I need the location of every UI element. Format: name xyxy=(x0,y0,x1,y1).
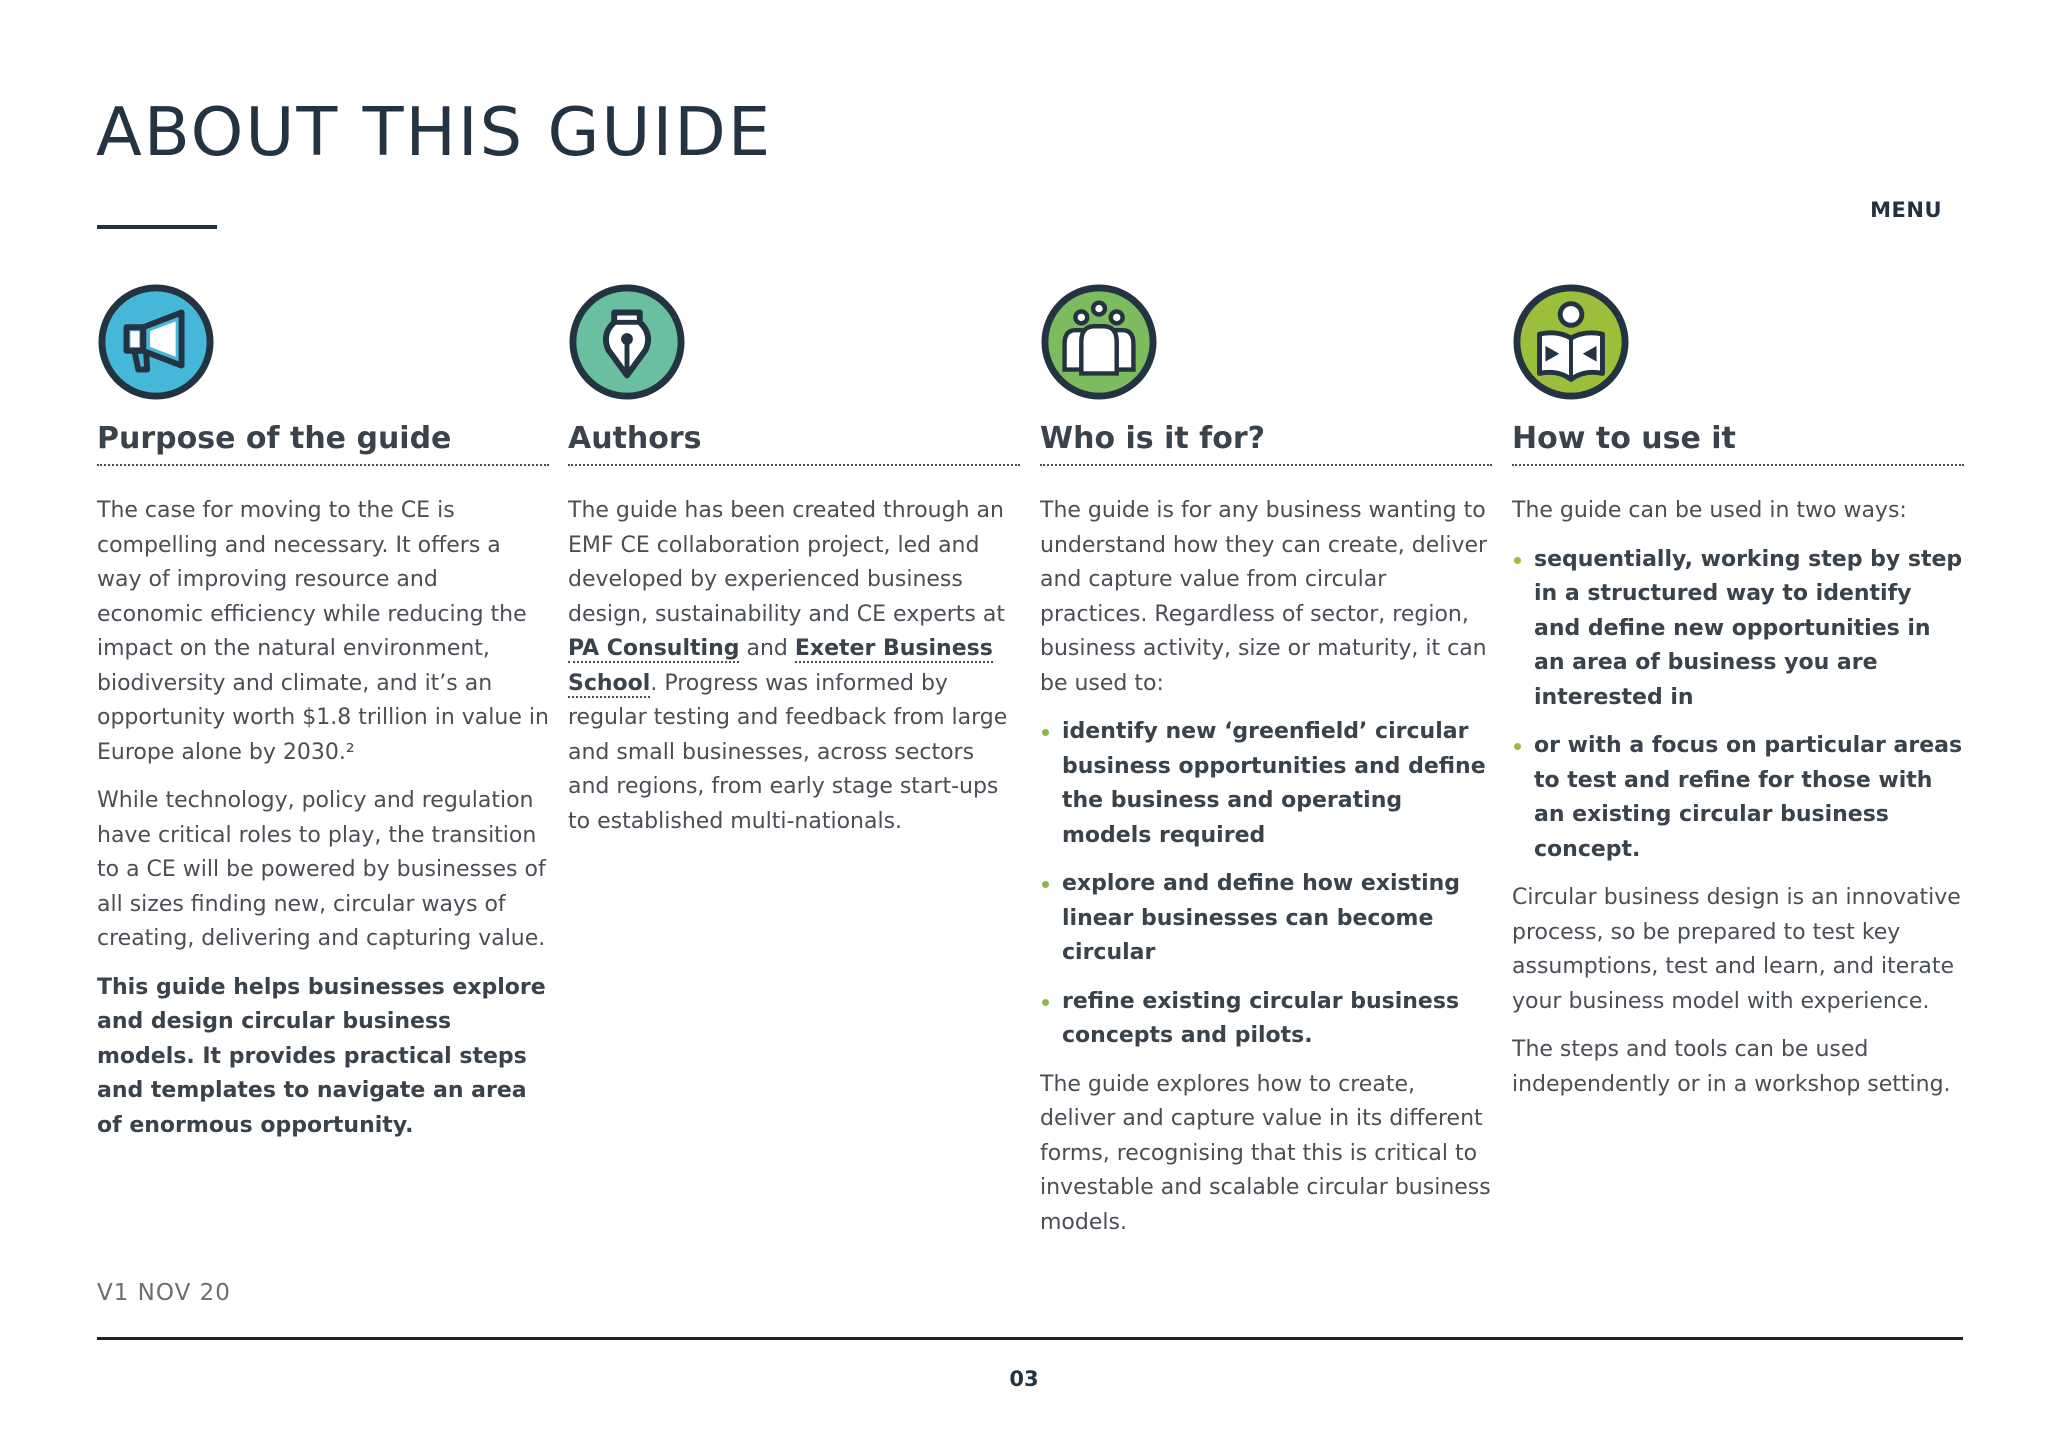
authors-body xyxy=(568,494,1020,839)
who-heading: Who is it for? xyxy=(1040,419,1492,466)
list-item-text: refine existing circular business concepts and pilots. xyxy=(1062,988,1460,1048)
authors-heading: Authors xyxy=(568,419,1020,466)
how-heading: How to use it xyxy=(1512,419,1964,466)
list-item xyxy=(1040,715,1492,853)
list-item-text: explore and define how existing linear businesses can become circular xyxy=(1062,871,1461,965)
purpose-heading: Purpose of the guide xyxy=(97,419,549,466)
pa-consulting-link[interactable]: PA Consulting xyxy=(568,636,740,661)
how-column xyxy=(1512,283,1964,1116)
bullet-dot xyxy=(1042,881,1049,888)
list-item-text: identify new ‘greenfield’ circular business opportunities and define the business and operating models required xyxy=(1062,719,1486,848)
person-reading-icon xyxy=(1512,283,1630,401)
who-intro: The guide is for any business wanting to understand how they can create, deliver and capture value from circular practices. Regardless of sector, region, business activity, size or maturity, it can be used to: xyxy=(1040,498,1488,696)
authors-text-3: . Progress was informed by regular testing and feedback from large and small businesses, across sectors and regions, from early stage start-ups to established multi-nationals. xyxy=(568,670,1008,834)
who-outro: The guide explores how to create, deliver and capture value in its different forms, recognising that this is critical to investable and scalable circular business models. xyxy=(1040,1071,1491,1235)
how-paragraph-2: Circular business design is an innovative process, so be prepared to test key assumptions, test and learn, and iterate your business model with experience. xyxy=(1512,885,1961,1014)
purpose-paragraph-3: This guide helps businesses explore and design circular business models. It provides practical steps and templates to navigate an area of enormous opportunity. xyxy=(97,974,546,1138)
authors-text-2: and xyxy=(739,636,795,661)
list-item xyxy=(1512,543,1964,716)
title-underline xyxy=(97,225,217,229)
purpose-body xyxy=(97,494,549,1143)
authors-column xyxy=(568,283,1020,853)
list-item xyxy=(1040,867,1492,971)
authors-text-1: The guide has been created through an EMF CE collaboration project, led and developed by experienced business design, sustainability and CE experts at xyxy=(568,498,1005,627)
exeter-business-school-link[interactable]: Exeter Business School xyxy=(568,636,993,696)
how-paragraph-3: The steps and tools can be used independently or in a workshop setting. xyxy=(1512,1037,1951,1097)
list-item xyxy=(1040,985,1492,1054)
purpose-paragraph-2: While technology, policy and regulation have critical roles to play, the transition to a CE will be powered by businesses of all sizes finding new, circular ways of creating, delivering and capturing value. xyxy=(97,788,546,951)
how-body xyxy=(1512,494,1964,1102)
list-item xyxy=(1512,729,1964,867)
version-label: V1 NOV 20 xyxy=(97,1280,231,1306)
megaphone-icon xyxy=(97,283,215,401)
how-bullet-list xyxy=(1512,543,1964,868)
page-number: 03 xyxy=(1009,1367,1039,1391)
bullet-dot xyxy=(1514,743,1521,750)
footer-divider xyxy=(97,1337,1963,1340)
who-column xyxy=(1040,283,1492,1254)
list-item-text: sequentially, working step by step in a structured way to identify and define new opportunities in an area of business you are interested in xyxy=(1534,546,1963,710)
authors-paragraph xyxy=(568,494,1020,839)
pen-nib-icon xyxy=(568,283,686,401)
bullet-dot xyxy=(1042,729,1049,736)
people-group-icon xyxy=(1040,283,1158,401)
menu-button[interactable]: MENU xyxy=(1870,198,1942,222)
purpose-column xyxy=(97,283,549,1157)
purpose-paragraph-1: The case for moving to the CE is compelling and necessary. It offers a way of improving resource and economic efficiency while reducing the impact on the natural environment, biodiversity and climate, and it’s an opportunity worth $1.8 trillion in value in Europe alone by 2030.² xyxy=(97,498,549,765)
bullet-dot xyxy=(1042,999,1049,1006)
who-body xyxy=(1040,494,1492,1240)
list-item-text: or with a focus on particular areas to test and refine for those with an existing circular business concept. xyxy=(1534,733,1963,862)
how-intro: The guide can be used in two ways: xyxy=(1512,498,1907,523)
who-bullet-list xyxy=(1040,715,1492,1054)
bullet-dot xyxy=(1514,557,1521,564)
page-title: ABOUT THIS GUIDE xyxy=(96,93,773,171)
